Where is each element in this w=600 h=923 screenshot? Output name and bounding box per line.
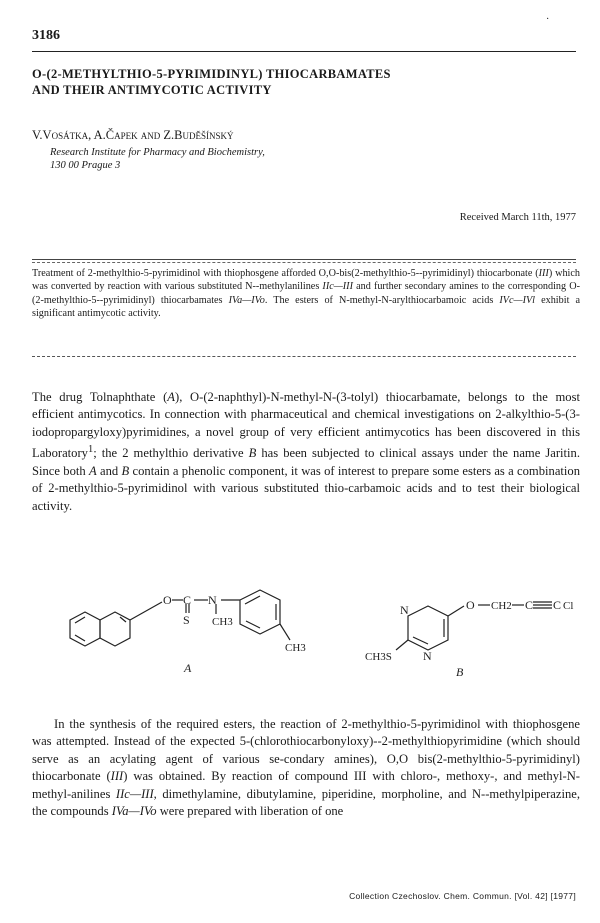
title-line-1: O-(2-METHYLTHIO-5-PYRIMIDINYL) THIOCARBAMATES: [32, 67, 391, 81]
chemical-structures: [40, 588, 580, 688]
journal-footer: Collection Czechoslov. Chem. Commun. [Vol. 42] [1977]: [349, 891, 576, 901]
text-run: In the synthesis of the required esters, the reaction of 2-methylthio-5-pyrimidinol with thiophosgene was attempted. Instead of the expected 5-(chlorothiocarbonyloxy)--2-methylthiopyrimidine (which should serve as an acylating agent of various se-condary amines), O,O bis(2-methylthio-5-pyrimidinyl) thiocarbonate (: [32, 717, 580, 784]
text-run: has been subjected to clinical assays under the name Jaritin. Since both: [32, 446, 580, 478]
structure-a: [70, 590, 290, 646]
text-run: The drug Tolnaphthate (: [32, 390, 168, 404]
structure-a-labels: [163, 593, 306, 675]
group-ch3-n: CH3: [212, 616, 233, 628]
abstract-text: Treatment of 2-methylthio-5-pyrimidinol with thiophosgene afforded O,O-bis(2-methylthio-5--pyrimidinyl) thiocarbonate (: [32, 268, 539, 279]
text-run: , dimethylamine, dibutylamine, piperidine, morpholine, and N--methylpiperazine, the compounds: [32, 786, 580, 819]
atom-n1: N: [400, 603, 409, 617]
compound-ref: III: [538, 268, 549, 279]
group-ch3-ring: CH3: [285, 642, 306, 654]
title-line-2: AND THEIR ANTIMYCOTIC ACTIVITY: [32, 83, 272, 97]
atom-s: S: [183, 613, 190, 627]
structure-b-label: B: [456, 665, 464, 679]
atom-cl: Cl: [563, 600, 574, 612]
atom-c1: C: [525, 598, 534, 612]
compound-ref: B: [248, 446, 257, 461]
header-rule: [32, 51, 576, 52]
atom-n2: N: [423, 649, 432, 663]
text-run: contain a phenolic component, it was of interest to prepare some esters as a combination of 2-methylthio-5-pyrimidinol with various substituted thio-carbamoic acids and to test their biological activity.: [32, 463, 580, 513]
abstract-rule-top: [32, 259, 576, 260]
reference-marker: 1: [87, 444, 94, 456]
text-run: ), O-(2-naphthyl)-N-methyl-N-(3-tolyl) thiocarbamate, belongs to the most efficient antimycotics. In connection with pharmaceutical and chemical investigations on 2-alkylthio-5-(3-iodopropargyloxy)pyrimidines, a novel group of very efficient antimycotics has been discovered in this Laboratory: [32, 390, 580, 461]
compound-ref: A: [89, 463, 97, 478]
structure-a-label: A: [184, 661, 192, 675]
abstract-rule-bottom: [32, 356, 576, 357]
atom-o: O: [466, 598, 475, 612]
compound-ref: IVa—IVo: [228, 294, 265, 306]
compound-ref: IVa—IVo: [111, 804, 157, 819]
atom-c2: C: [553, 598, 562, 612]
abstract-rule-top-dashed: [32, 262, 576, 263]
body-paragraph-1: [32, 389, 580, 515]
compound-ref: IVc—IVl: [499, 294, 536, 306]
page-number: 3186: [32, 28, 60, 43]
naphthalene-ring-right: [100, 612, 130, 646]
abstract-text: . The esters of N-methyl-N-arylthiocarbamoic acids: [264, 294, 500, 306]
abstract-text: and further secondary amines to the corresponding O-(2-methylthio-5--pyrimidinyl) thiocarbamates: [32, 281, 580, 306]
group-ch3s: CH3S: [365, 651, 392, 663]
margin-dot: ·: [546, 14, 550, 25]
authors: V.Vosátka, A.Čapek and Z.Buděšínský: [32, 128, 234, 142]
abstract-text: ) which was converted by reaction with various substituted N--methylanilines: [32, 268, 580, 293]
abstract-text: exhibit a significant antimycotic activity.: [32, 294, 580, 320]
article-title: [32, 66, 391, 98]
group-ch2: CH2: [491, 600, 512, 612]
atom-c: C: [183, 593, 192, 607]
text-run: ) was obtained. By reaction of compound III with chloro-, methoxy-, and methyl-N-methyl-anilines: [32, 769, 580, 801]
compound-ref: III: [110, 769, 124, 784]
affiliation-line-1: Research Institute for Pharmacy and Biochemistry,: [50, 147, 265, 158]
compound-ref: B: [121, 463, 130, 478]
text-run: were prepared with liberation of one: [156, 804, 344, 819]
abstract: [32, 267, 580, 321]
atom-o: O: [163, 593, 172, 607]
text-run: and: [96, 463, 122, 478]
compound-ref: IIc—III: [115, 786, 154, 801]
text-run: ; the 2 methylthio derivative: [93, 446, 249, 461]
affiliation: [50, 146, 265, 172]
compound-ref: A: [167, 390, 175, 404]
atom-n: N: [208, 593, 217, 607]
structure-b-labels: [365, 598, 573, 679]
received-date: Received March 11th, 1977: [459, 212, 576, 223]
compound-ref: IIc—III: [322, 281, 353, 293]
affiliation-line-2: 130 00 Prague 3: [50, 160, 121, 171]
body-paragraph-2: [32, 716, 580, 820]
